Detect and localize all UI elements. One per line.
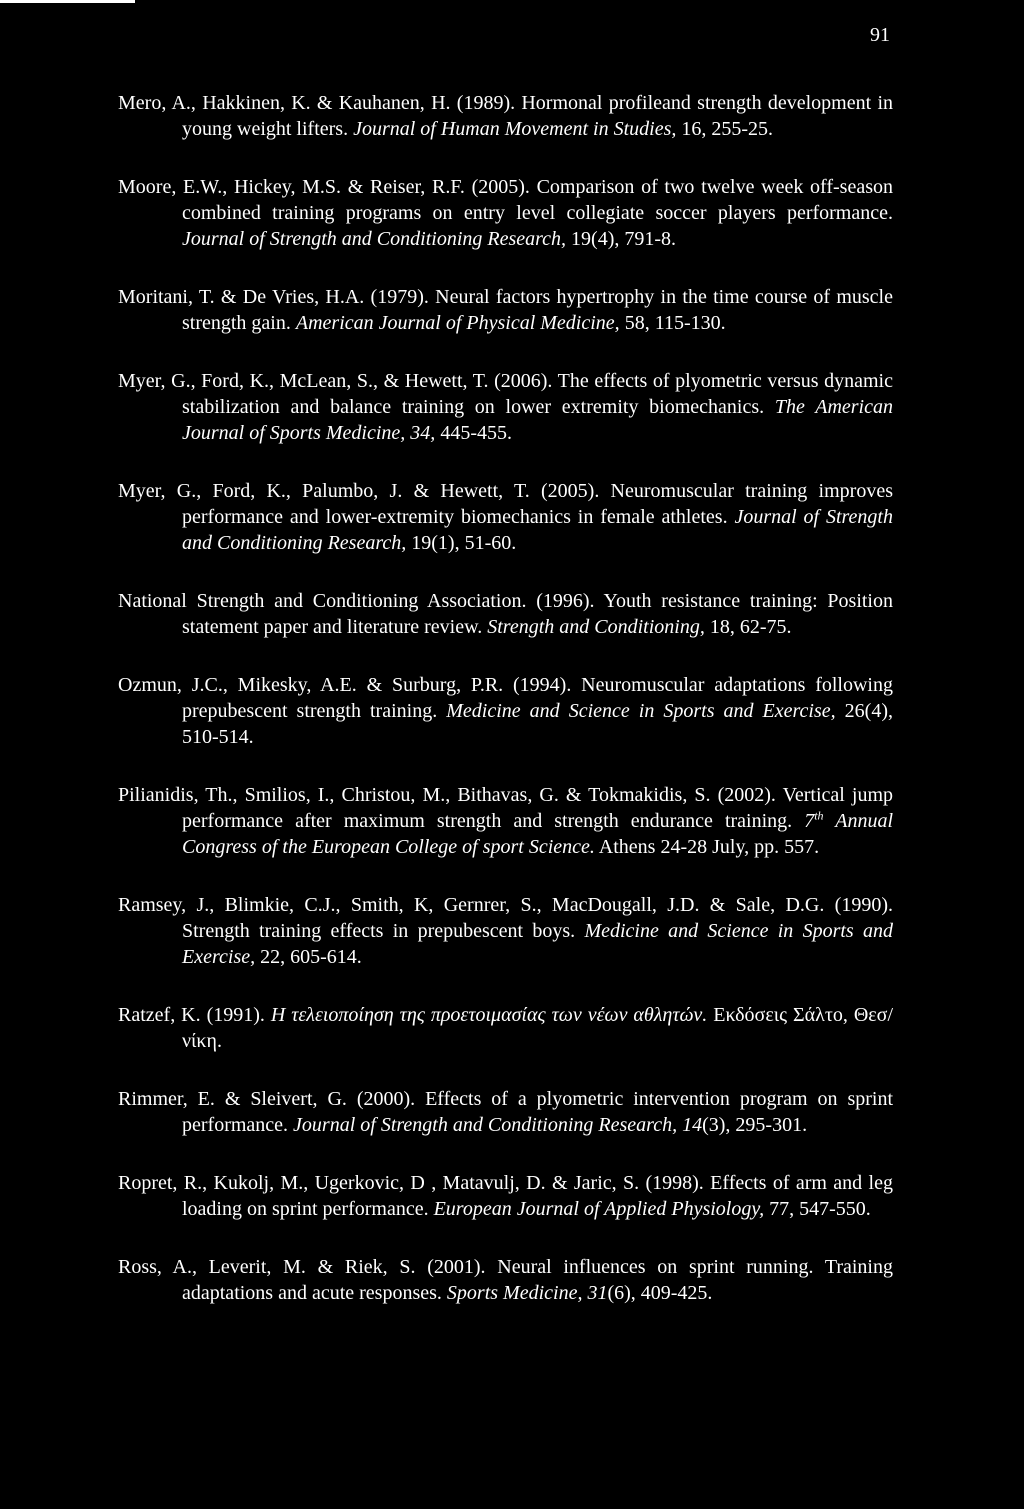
journal-title: Journal of Strength and Conditioning Research,	[182, 228, 567, 250]
reference-text: Ross, A., Leverit, M. & Riek, S. (2001). Neural influences on sprint running. Training adaptations and acute responses.	[118, 1256, 893, 1304]
reference-details: 19(4), 791-8.	[566, 228, 677, 250]
reference-item	[118, 174, 893, 252]
reference-details: (3), 295-301.	[702, 1114, 808, 1136]
journal-title: European Journal of Applied Physiology,	[433, 1198, 765, 1220]
reference-details: (6), 409-425.	[607, 1282, 713, 1304]
reference-list	[118, 90, 893, 1338]
journal-title: Journal of Strength and Conditioning Research,	[182, 506, 893, 554]
reference-details: 16, 255-25.	[676, 118, 774, 140]
journal-title: Journal of Strength and Conditioning Research, 14	[293, 1114, 703, 1136]
reference-item	[118, 1086, 893, 1138]
page-number: 91	[870, 24, 890, 46]
reference-text: Myer, G., Ford, K., Palumbo, J. & Hewett, T. (2005). Neuromuscular training improves performance and lower-extremity biomechanics in female athletes.	[118, 480, 893, 528]
reference-details: Εκδόσεις Σάλτο, Θεσ/νίκη.	[182, 1004, 894, 1052]
journal-title: Strength and Conditioning,	[487, 616, 705, 638]
journal-title: Medicine and Science in Sports and Exercise,	[446, 700, 836, 722]
top-rule	[0, 0, 135, 3]
reference-item	[118, 284, 893, 336]
reference-details: 26(4), 510-514.	[182, 700, 893, 748]
journal-title: Medicine and Science in Sports and Exercise,	[182, 920, 893, 968]
reference-text: Ozmun, J.C., Mikesky, A.E. & Surburg, P.R. (1994). Neuromuscular adaptations following prepubescent strength training.	[118, 674, 893, 722]
journal-title: Journal of Human Movement in Studies,	[353, 118, 677, 140]
journal-number: 7	[804, 810, 815, 832]
reference-text: National Strength and Conditioning Association. (1996). Youth resistance training: Position statement paper and literature review.	[118, 590, 893, 638]
reference-text: Myer, G., Ford, K., McLean, S., & Hewett, T. (2006). The effects of plyometric versus dynamic stabilization and balance training on lower extremity biomechanics.	[118, 370, 893, 418]
reference-item	[118, 1170, 893, 1222]
reference-details: 19(1), 51-60.	[406, 532, 517, 554]
reference-details: 22, 605-614.	[255, 946, 362, 968]
reference-details: 18, 62-75.	[704, 616, 792, 638]
reference-item	[118, 368, 893, 446]
reference-text: Ropret, R., Kukolj, M., Ugerkovic, D , Matavulj, D. & Jaric, S. (1998). Effects of arm and leg loading on sprint performance.	[118, 1172, 893, 1220]
reference-item	[118, 782, 893, 860]
journal-title: Annual Congress of the European College of sport Science.	[182, 810, 893, 858]
reference-details: 445-455.	[435, 422, 512, 444]
reference-text: Ratzef, K. (1991).	[118, 1004, 271, 1026]
journal-superscript: th	[814, 808, 824, 823]
reference-text: Ramsey, J., Blimkie, C.J., Smith, K, Gernrer, S., MacDougall, J.D. & Sale, D.G. (1990). Strength training effects in prepubescent boys.	[118, 894, 893, 942]
reference-text: Mero, A., Hakkinen, K. & Kauhanen, H. (1989). Hormonal profileand strength development in young weight lifters.	[118, 92, 893, 140]
journal-title: Sports Medicine, 31	[446, 1282, 608, 1304]
reference-item	[118, 478, 893, 556]
journal-title: The American Journal of Sports Medicine, 34,	[182, 396, 893, 444]
reference-text: Pilianidis, Th., Smilios, I., Christou, M., Bithavas, G. & Tokmakidis, S. (2002). Vertical jump performance after maximum strength and strength endurance training.	[118, 784, 893, 832]
reference-details: 77, 547-550.	[764, 1198, 871, 1220]
reference-text: Rimmer, E. & Sleivert, G. (2000). Effects of a plyometric intervention program on sprint performance.	[118, 1088, 893, 1136]
reference-item	[118, 90, 893, 142]
journal-title: American Journal of Physical Medicine,	[295, 312, 620, 334]
journal-title: Η τελειοποίηση της προετοιμασίας των νέων αθλητών.	[270, 1004, 708, 1026]
reference-item	[118, 1002, 893, 1054]
reference-item	[118, 672, 893, 750]
reference-details: 58, 115-130.	[619, 312, 726, 334]
reference-item	[118, 588, 893, 640]
reference-item	[118, 892, 893, 970]
reference-text: Moritani, T. & De Vries, H.A. (1979). Neural factors hypertrophy in the time course of muscle strength gain.	[118, 286, 893, 334]
reference-details: Athens 24-28 July, pp. 557.	[594, 836, 820, 858]
reference-item	[118, 1254, 893, 1306]
reference-text: Moore, E.W., Hickey, M.S. & Reiser, R.F. (2005). Comparison of two twelve week off-season combined training programs on entry level collegiate soccer players performance.	[118, 176, 893, 224]
